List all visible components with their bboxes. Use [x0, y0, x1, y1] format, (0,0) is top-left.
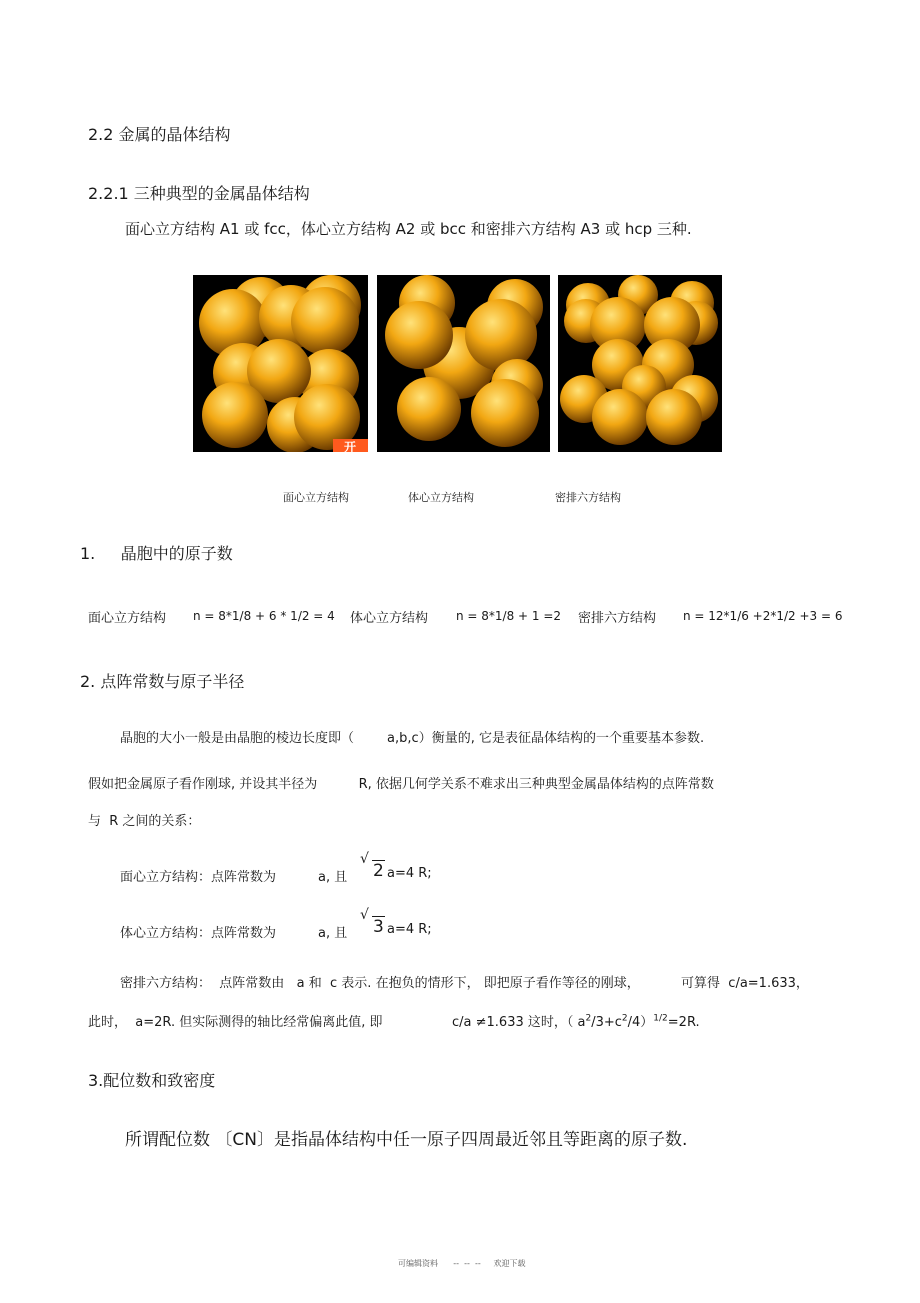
bcc-relation-a: a, 且	[318, 926, 348, 941]
bcc-relation-label: 体心立方结构：点阵常数为	[120, 926, 277, 941]
sqrt-symbol: √	[360, 907, 369, 923]
fcc-relation-rest: a=4 R;	[387, 866, 432, 881]
fcc-relation-label: 面心立方结构：点阵常数为	[120, 870, 277, 885]
superscript: 2	[585, 1013, 592, 1024]
section-heading: 2.2 金属的晶体结构	[88, 125, 231, 144]
intro-paragraph: 面心立方结构 A1 或 fcc，体心立方结构 A2 或 bcc 和密排六方结构 A3 或 hcp 三种.	[125, 220, 692, 238]
bcc-relation-rest: a=4 R;	[387, 922, 432, 937]
figure-caption-bcc: 体心立方结构	[408, 491, 474, 504]
hcp-paragraph-line-2a: 此时， a=2R. 但实际测得的轴比经常偏离此值, 即	[88, 1015, 383, 1030]
bcc-structure-image	[377, 275, 550, 452]
hcp-paragraph-line-2b	[452, 1011, 700, 1030]
hcp-formula-mid2: /4）	[627, 1015, 654, 1030]
section1-title: 1. 晶胞中的原子数	[80, 544, 233, 563]
hcp-paragraph-line-1: 密排六方结构： 点阵常数由 a 和 c 表示. 在抱负的情形下， 即把原子看作等径的刚球， 可算得 c/a=1.633，	[120, 976, 809, 991]
formula-label-bcc: 体心立方结构	[350, 611, 429, 626]
fcc-structure-image	[193, 275, 368, 452]
hcp-structure-image	[558, 275, 722, 452]
watermark-label: 开	[344, 440, 357, 452]
superscript: 2	[621, 1013, 628, 1024]
section3-paragraph: 所谓配位数 〔CN〕是指晶体结构中任一原子四周最近邻且等距离的原子数.	[125, 1130, 688, 1150]
fcc-relation-a: a, 且	[318, 870, 348, 885]
bcc-radicand: 3	[373, 917, 384, 937]
section2-paragraph-2a: 假如把金属原子看作刚球, 并设其半径为 R, 依据几何学关系不难求出三种典型金属晶体结构的点阵常数	[88, 777, 714, 792]
formula-expr-bcc: n = 8*1/8 + 1 =2	[456, 609, 562, 623]
figure-caption-fcc: 面心立方结构	[283, 491, 349, 504]
hcp-formula-end: =2R.	[667, 1015, 700, 1030]
figure-caption-hcp: 密排六方结构	[555, 491, 621, 504]
section3-title: 3.配位数和致密度	[88, 1071, 216, 1090]
formula-expr-hcp: n = 12*1/6 +2*1/2 +3 = 6	[683, 609, 843, 623]
section2-paragraph-1: 晶胞的大小一般是由晶胞的棱边长度即（ a,b,c）衡量的, 它是表征晶体结构的一个重要基本参数.	[120, 731, 705, 746]
sqrt-symbol: √	[360, 851, 369, 867]
section2-title: 2. 点阵常数与原子半径	[80, 672, 245, 691]
subsection-heading: 2.2.1 三种典型的金属晶体结构	[88, 184, 310, 203]
hcp-formula-mid: /3+c	[591, 1015, 622, 1030]
formula-expr-fcc: n = 8*1/8 + 6 * 1/2 = 4	[193, 609, 335, 623]
page-footer: 可编辑资料 -- -- -- 欢迎下载	[398, 1259, 526, 1268]
formula-label-fcc: 面心立方结构	[88, 611, 167, 626]
section2-paragraph-2b: 与 R 之间的关系：	[88, 814, 201, 829]
formula-label-hcp: 密排六方结构	[578, 611, 657, 626]
hcp-ratio-text: c/a ≠1.633 这时，（ a	[452, 1015, 586, 1030]
fcc-radicand: 2	[373, 861, 384, 881]
superscript: 1/2	[653, 1013, 668, 1024]
